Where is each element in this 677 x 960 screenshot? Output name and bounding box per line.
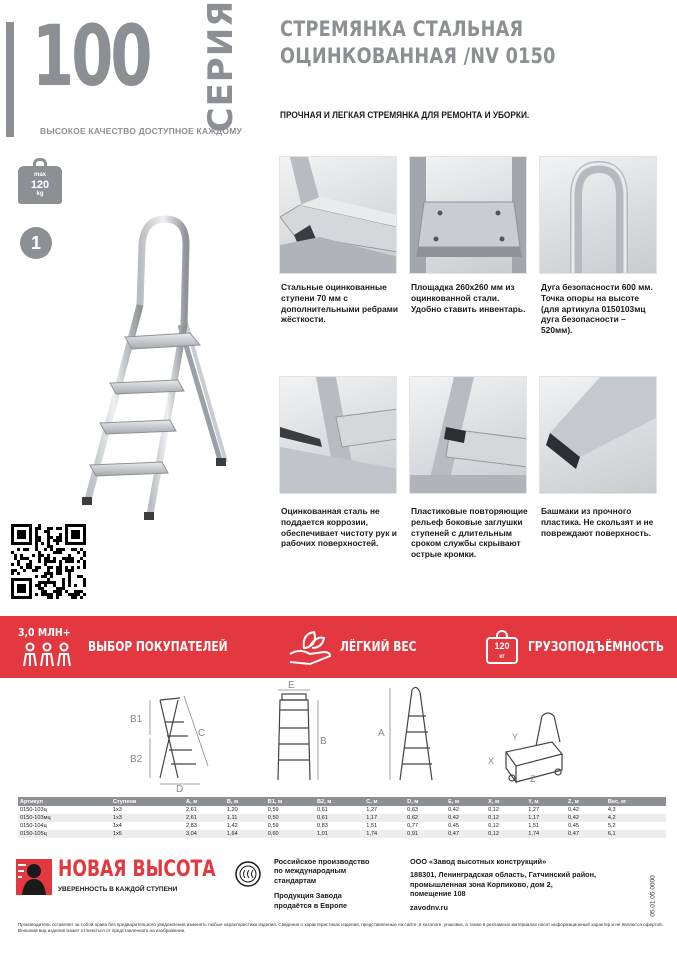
- series-tagline: ВЫСОКОЕ КАЧЕСТВО ДОСТУПНОЕ КАЖДОМУ: [40, 126, 242, 136]
- table-header-cell: A, м: [184, 797, 225, 806]
- table-cell: 0,47: [446, 830, 486, 838]
- brand-tagline: УВЕРЕННОСТЬ В КАЖДОЙ СТУПЕНИ: [58, 886, 178, 893]
- document-code: 05.01.05.0000: [649, 875, 657, 917]
- product-subtitle: ПРОЧНАЯ И ЛЕГКАЯ СТРЕМЯНКА ДЛЯ РЕМОНТА И УБОРКИ.: [280, 110, 530, 120]
- table-cell: 3,04: [184, 830, 225, 838]
- table-header-cell: Ступени: [111, 797, 184, 806]
- customer-choice-label: ВЫБОР ПОКУПАТЕЛЕЙ: [88, 640, 228, 655]
- table-header-cell: X, м: [486, 797, 526, 806]
- table-cell: 0,60: [266, 830, 315, 838]
- table-header-cell: Вес, кг: [606, 797, 666, 806]
- table-cell: 0,45: [448, 823, 459, 829]
- svg-text:E: E: [288, 680, 295, 691]
- feature-text-galvanized: Оцинкованная сталь не поддается коррозии, обеспечивает чистоту рук и рабочих поверхностей.: [281, 506, 397, 549]
- table-cell: 0,42: [446, 814, 486, 822]
- svg-text:A: A: [378, 728, 385, 739]
- table-cell: 0,12: [486, 830, 526, 838]
- table-cell: 1,17: [526, 814, 566, 822]
- feature-text-platform: Площадка 260х260 мм из оцинкованной стали. Удобно ставить инвентарь.: [411, 282, 526, 314]
- product-title: СТРЕМЯНКА СТАЛЬНАЯ ОЦИНКОВАННАЯ /NV 0150: [280, 17, 556, 69]
- table-header-cell: B1, м: [266, 797, 315, 806]
- table-cell: 0,42: [566, 814, 606, 822]
- table-cell: 0150-103ц: [20, 807, 47, 813]
- qr-code[interactable]: [11, 522, 87, 602]
- table-cell: 0,77: [407, 823, 419, 829]
- table-cell: 1х5: [111, 830, 184, 838]
- table-header-cell: Y, м: [526, 797, 566, 806]
- feature-text-end-caps: Пластиковые повторяющие рельеф боковые заглушки ступеней с длительным сроком службы скрывают острые кромки.: [411, 506, 528, 559]
- table-header-cell: B2, м: [315, 797, 364, 806]
- table-cell: 0,62: [405, 814, 446, 822]
- table-cell: 0,61: [315, 814, 364, 822]
- table-cell: 0,50: [266, 814, 315, 822]
- table-cell: 1х4: [112, 823, 122, 829]
- table-cell: 0,91: [405, 830, 446, 838]
- legal-disclaimer: Производитель оставляет за собой право без предварительного уведомления изменять любые характеристики изделия. Сведения о характеристиках изделия, представленные на сайте, в каталоге, упаковке, а также в рекламных материалах носят информационный характер и не являются офертой. Внешний вид изделия может отличаться от представленного на изображении.: [18, 922, 663, 934]
- company-info: ООО «Завод высотных конструкций» 188301, Ленинградская область, Гатчинский район, промышленная зона Корпиково, дом 2, помещение 108 zavodnv.ru: [410, 857, 597, 912]
- end-cap-photo: [409, 376, 527, 494]
- galvanized-frame-photo: [279, 376, 397, 494]
- table-cell: 1х3: [111, 814, 184, 822]
- table-cell: 0,59: [267, 807, 279, 813]
- platform-photo: [409, 156, 527, 274]
- table-cell: 2,83: [185, 823, 197, 829]
- feature-text-arc: Дуга безопасности 600 мм. Точка опоры на высоте (для артикула 0150103мц дуга безопасности – 520мм).: [541, 282, 653, 335]
- feature-text-feet: Башмаки из прочного пластика. Не скользят и не повреждают поверхность.: [541, 506, 654, 538]
- table-cell: 0150-105ц: [18, 830, 111, 838]
- package-dimension-diagram: [486, 712, 576, 784]
- spec-table: [18, 797, 666, 838]
- table-row: [18, 830, 666, 838]
- people-icon: [22, 642, 72, 668]
- table-cell: 0,12: [488, 807, 500, 813]
- series-word: СЕРИЯ: [201, 0, 241, 133]
- table-cell: 2,61: [184, 814, 225, 822]
- table-cell: 1х3: [112, 807, 122, 813]
- light-weight-label: ЛЁГКИЙ ВЕС: [340, 640, 417, 655]
- certification-text: Российское производство по международным стандартам Продукция Завода продаётся в Европе: [274, 857, 370, 910]
- table-header-cell: C, м: [364, 797, 405, 806]
- table-header-cell: D, м: [405, 797, 446, 806]
- table-header-cell: E, м: [446, 797, 486, 806]
- table-cell: 0,61: [317, 807, 328, 813]
- table-row: [18, 822, 666, 830]
- table-cell: 1,74: [526, 830, 566, 838]
- benefits-banner: [0, 616, 677, 678]
- table-cell: 0,12: [486, 814, 526, 822]
- table-row: [18, 814, 666, 822]
- series-accent-bar: [6, 22, 14, 137]
- table-cell: 1,27: [366, 807, 378, 813]
- table-cell: 0,63: [407, 807, 419, 813]
- safety-arc-photo: [539, 156, 657, 274]
- company-website[interactable]: zavodnv.ru: [410, 902, 448, 912]
- eac-cert-icon: [234, 860, 262, 888]
- table-header-cell: Z, м: [566, 797, 606, 806]
- svg-text:C: C: [198, 728, 206, 739]
- capacity-label: ГРУЗОПОДЪЁМНОСТЬ: [528, 640, 665, 655]
- sales-count: 3,0 МЛН+: [18, 626, 71, 639]
- table-cell: 0150-104ц: [20, 823, 47, 829]
- svg-text:Z: Z: [530, 774, 536, 784]
- front-dimension-diagram: [262, 680, 332, 792]
- table-cell: 6,1: [606, 830, 666, 838]
- table-cell: 1,51: [528, 823, 540, 829]
- table-cell: 1,17: [364, 814, 405, 822]
- table-cell: 1,20: [226, 807, 238, 813]
- class-number-badge: 1: [20, 227, 52, 259]
- table-cell: 1,64: [225, 830, 266, 838]
- ladder-illustration: [70, 215, 240, 525]
- brand-name: НОВАЯ ВЫСОТА: [58, 857, 216, 882]
- table-cell: 0,12: [488, 823, 500, 829]
- svg-text:B: B: [320, 736, 327, 747]
- table-cell: 4,2: [606, 814, 666, 822]
- capacity-weight-icon: 120 кг: [486, 630, 518, 664]
- table-row: [18, 806, 666, 814]
- height-dimension-diagram: [372, 680, 452, 792]
- svg-text:B1: B1: [130, 714, 143, 725]
- svg-text:X: X: [488, 756, 495, 766]
- side-dimension-diagram: [120, 680, 220, 792]
- svg-text:B2: B2: [130, 754, 143, 765]
- table-cell: 2,61: [185, 807, 197, 813]
- svg-text:D: D: [176, 784, 184, 792]
- table-cell: 5,2: [607, 823, 616, 829]
- table-cell: 4,3: [607, 807, 616, 813]
- feature-text-steps: Стальные оцинкованные ступени 70 мм с дополнительными ребрами жёсткости.: [281, 282, 398, 325]
- table-cell: 0,45: [568, 823, 579, 829]
- table-cell: 0150-103мц: [18, 814, 111, 822]
- table-cell: 0,59: [267, 823, 279, 829]
- table-cell: 0,83: [317, 823, 328, 829]
- table-cell: 1,51: [366, 823, 378, 829]
- step-closeup-photo: [279, 156, 397, 274]
- table-cell: 1,01: [315, 830, 364, 838]
- foot-photo: [539, 376, 657, 494]
- leaf-hand-icon: [288, 630, 332, 666]
- svg-text:Y: Y: [512, 732, 519, 742]
- table-cell: 0,42: [568, 807, 579, 813]
- table-cell: 1,74: [364, 830, 405, 838]
- max-weight-icon: max 120 kg: [18, 156, 62, 204]
- table-cell: 0,47: [566, 830, 606, 838]
- table-header-cell: B, м: [225, 797, 266, 806]
- table-cell: 1,27: [528, 807, 540, 813]
- table-cell: 1,42: [226, 823, 238, 829]
- table-cell: 1,11: [225, 814, 266, 822]
- table-header-cell: Артикул: [18, 797, 111, 806]
- table-cell: 0,42: [448, 807, 459, 813]
- brand-logo-icon: [14, 857, 54, 897]
- series-number: 100: [32, 7, 150, 105]
